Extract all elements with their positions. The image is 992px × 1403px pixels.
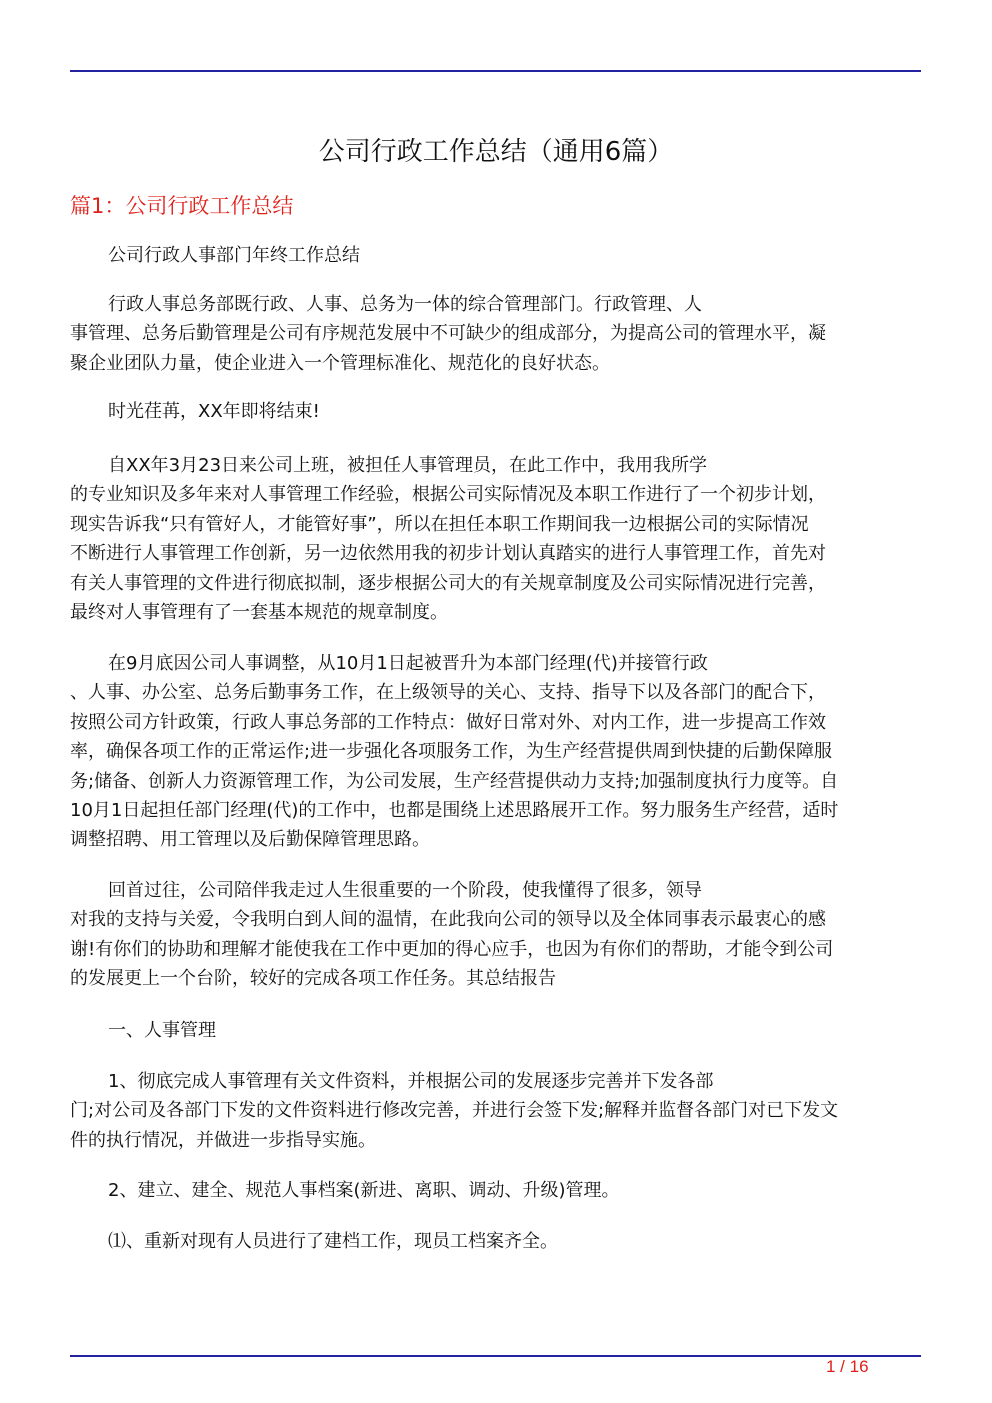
- paragraph-line: 时光荏苒，XX年即将结束!: [108, 401, 320, 422]
- paragraph-line: 、人事、办公室、总务后勤事务工作，在上级领导的关心、支持、指导下以及各部门的配合下，: [70, 682, 826, 704]
- paragraph-line: 的专业知识及多年来对人事管理工作经验，根据公司实际情况及本职工作进行了一个初步计划，: [70, 484, 826, 506]
- paragraph: [70, 876, 930, 994]
- paragraph-line: 最终对人事管理有了一套基本规范的规章制度。: [70, 602, 448, 624]
- paragraph-line: 谢!有你们的协助和理解才能使我在工作中更加的得心应手，也因为有你们的帮助，才能令到公司: [70, 938, 834, 960]
- paragraph-line: 回首过往，公司陪伴我走过人生很重要的一个阶段，使我懂得了很多，领导: [108, 880, 702, 901]
- paragraph-line: 一、人事管理: [108, 1020, 216, 1041]
- paragraph-line: 件的执行情况，并做进一步指导实施。: [70, 1129, 376, 1151]
- paragraph-line: 公司行政人事部门年终工作总结: [108, 245, 360, 266]
- document-title: 公司行政工作总结（通用6篇）: [318, 137, 674, 167]
- paragraph-line: 自XX年3月23日来公司上班，被担任人事管理员，在此工作中，我用我所学: [108, 455, 708, 476]
- paragraph: [70, 1176, 930, 1205]
- paragraph: [70, 1227, 930, 1256]
- paragraph-line: ⑴、重新对现有人员进行了建档工作，现员工档案齐全。: [108, 1231, 558, 1252]
- paragraph: [70, 397, 930, 426]
- paragraph-line: 门;对公司及各部门下发的文件资料进行修改完善，并进行会签下发;解释并监督各部门对已下发文: [70, 1100, 839, 1122]
- paragraph: [70, 241, 930, 270]
- paragraph: [70, 649, 930, 855]
- paragraph-line: 在9月底因公司人事调整，从10月1日起被晋升为本部门经理(代)并接管行政: [108, 653, 708, 674]
- paragraph-line: 聚企业团队力量，使企业进入一个管理标准化、规范化的良好状态。: [70, 352, 610, 374]
- footer-rule: [70, 1355, 921, 1357]
- section-heading: 篇1：公司行政工作总结: [70, 194, 294, 218]
- paragraph-line: 的发展更上一个台阶，较好的完成各项工作任务。其总结报告: [70, 968, 556, 990]
- paragraph-line: 行政人事总务部既行政、人事、总务为一体的综合管理部门。行政管理、人: [108, 294, 702, 315]
- paragraph-line: 1、彻底完成人事管理有关文件资料，并根据公司的发展逐步完善并下发各部: [108, 1071, 714, 1092]
- page-number: 1 / 16: [826, 1357, 869, 1376]
- paragraph-line: 2、建立、建全、规范人事档案(新进、离职、调动、升级)管理。: [108, 1180, 620, 1201]
- paragraph: [70, 290, 930, 378]
- paragraph-line: 10月1日起担任部门经理(代)的工作中，也都是围绕上述思路展开工作。努力服务生产经营，适时: [70, 800, 839, 822]
- paragraph-line: 按照公司方针政策，行政人事总务部的工作特点：做好日常对外、对内工作，进一步提高工作效: [70, 711, 826, 733]
- paragraph-line: 对我的支持与关爱，令我明白到人间的温情，在此我向公司的领导以及全体同事表示最衷心的感: [70, 909, 826, 931]
- paragraph: [70, 1016, 930, 1045]
- header-rule: [70, 70, 921, 72]
- paragraph-line: 调整招聘、用工管理以及后勤保障管理思路。: [70, 829, 430, 851]
- paragraph-line: 务;储备、创新人力资源管理工作，为公司发展，生产经营提供动力支持;加强制度执行力度等。自: [70, 770, 839, 792]
- paragraph-line: 事管理、总务后勤管理是公司有序规范发展中不可缺少的组成部分，为提高公司的管理水平，凝: [70, 323, 826, 345]
- paragraph-line: 现实告诉我“只有管好人，才能管好事”，所以在担任本职工作期间我一边根据公司的实际情况: [70, 513, 809, 535]
- paragraph-line: 不断进行人事管理工作创新，另一边依然用我的初步计划认真踏实的进行人事管理工作，首先对: [70, 543, 826, 565]
- paragraph-line: 率，确保各项工作的正常运作;进一步强化各项服务工作，为生产经营提供周到快捷的后勤保障服: [70, 741, 833, 763]
- paragraph: [70, 451, 930, 627]
- paragraph: [70, 1067, 930, 1155]
- paragraph-line: 有关人事管理的文件进行彻底拟制，逐步根据公司大的有关规章制度及公司实际情况进行完善，: [70, 572, 826, 594]
